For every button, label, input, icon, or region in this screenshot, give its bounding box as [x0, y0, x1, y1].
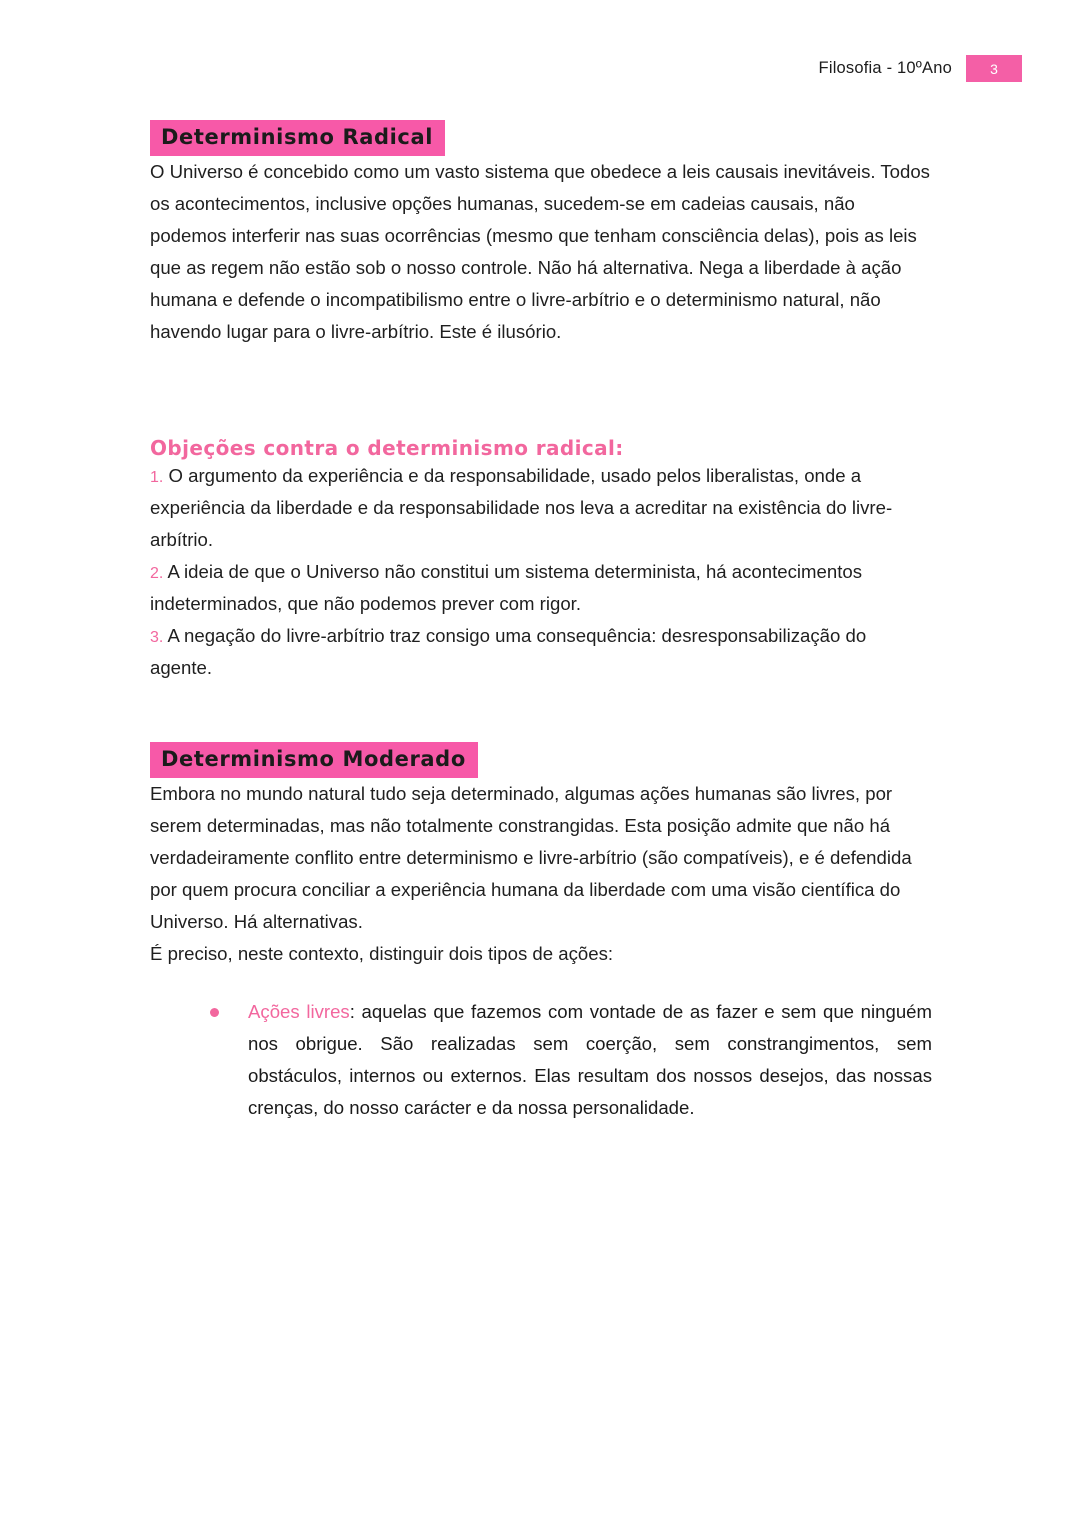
list-item [210, 996, 932, 1124]
objection-item-1 [150, 460, 932, 556]
heading-determinismo-moderado: Determinismo Moderado [150, 742, 478, 778]
objection-number-2: 2. [150, 564, 164, 582]
paragraph-lead-in: É preciso, neste contexto, distinguir dois tipos de ações: [150, 942, 614, 964]
bullet-text: : aquelas que fazemos com vontade de as fazer e sem que ninguém nos obrigue. São realizadas sem coerção, sem constrangimentos, sem obstáculos, internos ou externos. Elas resultam dos nossos desejos, das nossas crenças, do nosso carácter e da nossa personalidade. [248, 1000, 932, 1118]
document-content [150, 120, 932, 1123]
objection-item-3 [150, 620, 932, 684]
header-title: Filosofia - 10ºAno [818, 59, 952, 77]
paragraph-determinismo-moderado: Embora no mundo natural tudo seja determinado, algumas ações humanas são livres, por serem determinadas, mas não totalmente constrangidas. Esta posição admite que não há verdadeiramente conflito entre determinismo e livre-arbítrio (são compatíveis), e é defendida por quem procura conciliar a experiência humana da liberdade com uma visão científica do Universo. Há alternativas. [150, 782, 912, 932]
paragraph-determinismo-radical: O Universo é concebido como um vasto sistema que obedece a leis causais inevitáveis. Todos os acontecimentos, inclusive opções humanas, sucedem-se em cadeias causais, não podemos interferir nas suas ocorrências (mesmo que tenham consciência delas), pois as leis que as regem não estão sob o nosso controle. Não há alternativa. Nega a liberdade à ação humana e defende o incompatibilismo entre o livre-arbítrio e o determinismo natural, não havendo lugar para o livre-arbítrio. Este é ilusório. [150, 161, 930, 342]
page-header [819, 55, 1022, 82]
objection-item-2 [150, 556, 932, 620]
bullet-dot-icon [210, 1008, 219, 1017]
heading-determinismo-radical: Determinismo Radical [150, 120, 445, 156]
bullet-term: Ações livres [248, 1000, 350, 1022]
objection-text-1: O argumento da experiência e da responsabilidade, usado pelos liberalistas, onde a experiência da liberdade e da responsabilidade nos leva a acreditar na existência do livre-arbítrio. [150, 464, 893, 550]
heading-objecoes: Objeções contra o determinismo radical: [150, 435, 624, 460]
section-objecoes [150, 436, 932, 684]
objection-text-3: A negação do livre-arbítrio traz consigo uma consequência: desresponsabilização do agente. [150, 624, 867, 678]
section-determinismo-radical [150, 120, 932, 348]
section-determinismo-moderado [150, 742, 932, 1124]
bullet-list-acoes [150, 996, 932, 1124]
page-number-badge: 3 [966, 55, 1022, 82]
objection-number-1: 1. [150, 468, 164, 486]
objection-text-2: A ideia de que o Universo não constitui um sistema determinista, há acontecimentos indeterminados, que não podemos prever com rigor. [150, 560, 863, 614]
objection-number-3: 3. [150, 628, 164, 646]
